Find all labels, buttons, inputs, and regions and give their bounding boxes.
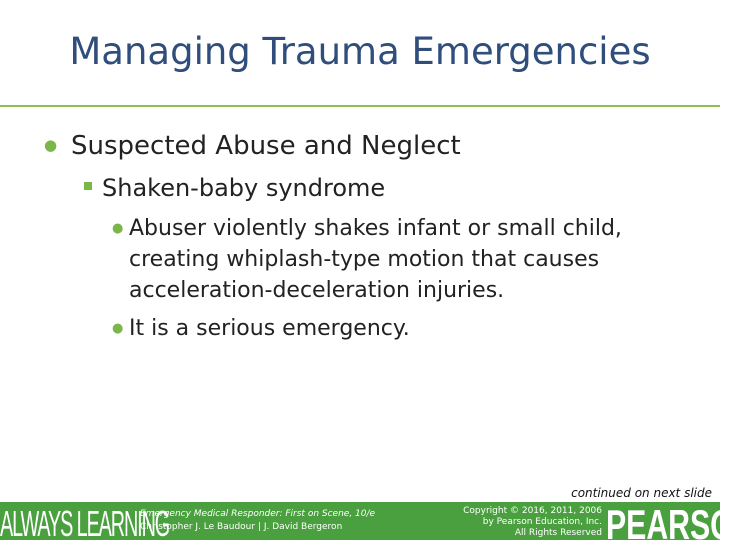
book-citation [140,508,410,534]
bullet-level3 [112,213,689,306]
pearson-logo: PEARSON [606,501,756,548]
title-divider [0,105,720,107]
bullet-dot-icon: ● [112,321,124,336]
bullet-level3-text: It is a serious emergency. [129,316,410,341]
always-learning-logo: ALWAYS LEARNING [0,503,170,544]
book-authors: Christopher J. Le Baudour | J. David Bergeron [140,522,343,532]
bullet-level3 [112,313,689,344]
bullet-square-icon [84,182,92,190]
bullet-level2 [84,174,385,202]
bullet-level1 [44,131,461,161]
bullet-level1-text: Suspected Abuse and Neglect [71,131,461,161]
bullet-dot-icon: ● [112,221,124,236]
book-title: Emergency Medical Responder: First on Scene, 10/e [140,509,376,519]
footer-bar [0,501,756,548]
bullet-dot-icon: ● [44,136,58,154]
bullet-level2-text: Shaken-baby syndrome [102,174,386,202]
bullet-level3-text: Abuser violently shakes infant or small child, creating whiplash-type motion that causes acceleration-deceleration injuries. [129,216,622,303]
slide-title: Managing Trauma Emergencies [69,30,651,73]
copyright-notice: Copyright © 2016, 2011, 2006 by Pearson Education, Inc. All Rights Reserved [463,506,602,538]
continued-note: continued on next slide [571,486,712,500]
